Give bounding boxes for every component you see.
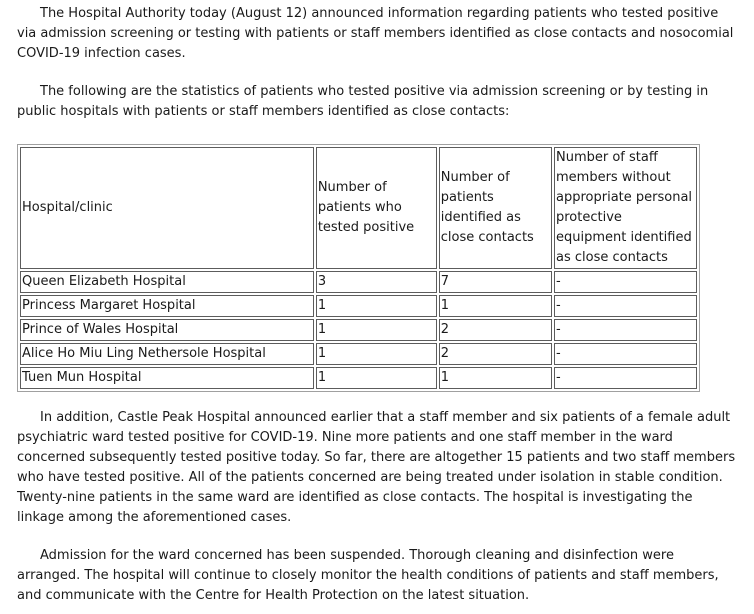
- cell-patient-close-contacts: 2: [439, 319, 552, 341]
- table-row: [20, 319, 697, 341]
- cell-staff-close-contacts: -: [554, 343, 697, 365]
- cell-staff-close-contacts: -: [554, 367, 697, 389]
- cell-patient-close-contacts: 7: [439, 271, 552, 293]
- header-tested-positive: Number of patients who tested positive: [316, 147, 437, 269]
- cell-tested-positive: 1: [316, 343, 437, 365]
- cell-tested-positive: 3: [316, 271, 437, 293]
- header-patient-close-contacts: Number of patients identified as close contacts: [439, 147, 552, 269]
- lead-paragraph: The following are the statistics of patients who tested positive via admission screening or by testing in public hospitals with patients or staff members identified as close contacts:: [17, 84, 709, 119]
- header-hospital-clinic: Hospital/clinic: [20, 147, 314, 269]
- cell-hospital: Queen Elizabeth Hospital: [20, 271, 314, 293]
- cell-tested-positive: 1: [316, 319, 437, 341]
- cell-patient-close-contacts: 2: [439, 343, 552, 365]
- table-header-row: [20, 147, 697, 269]
- statistics-table: [17, 144, 700, 392]
- cell-patient-close-contacts: 1: [439, 367, 552, 389]
- cell-tested-positive: 1: [316, 295, 437, 317]
- cell-staff-close-contacts: -: [554, 271, 697, 293]
- table-row: [20, 295, 697, 317]
- header-staff-close-contacts: Number of staff members without appropriate personal protective equipment identified as close contacts: [554, 147, 697, 269]
- table-row: [20, 367, 697, 389]
- cell-staff-close-contacts: -: [554, 319, 697, 341]
- cell-tested-positive: 1: [316, 367, 437, 389]
- admission-paragraph: Admission for the ward concerned has been suspended. Thorough cleaning and disinfection were arranged. The hospital will continue to closely monitor the health conditions of patients and staff members, and communicate with the Centre for Health Protection on the latest situation.: [17, 548, 719, 603]
- cell-hospital: Tuen Mun Hospital: [20, 367, 314, 389]
- cell-hospital: Princess Margaret Hospital: [20, 295, 314, 317]
- castle-peak-paragraph: In addition, Castle Peak Hospital announced earlier that a staff member and six patients of a female adult psychiatric ward tested positive for COVID-19. Nine more patients and one staff member in the ward concerned subsequently tested positive today. So far, there are altogether 15 patients and two staff members who have tested positive. All of the patients concerned are being treated under isolation in stable condition. Twenty-nine patients in the same ward are identified as close contacts. The hospital is investigating the linkage among the aforementioned cases.: [17, 410, 736, 525]
- cell-hospital: Prince of Wales Hospital: [20, 319, 314, 341]
- cell-staff-close-contacts: -: [554, 295, 697, 317]
- intro-paragraph: The Hospital Authority today (August 12) announced information regarding patients who tested positive via admission screening or testing with patients or staff members identified as close contacts and nosocomial COVID-19 infection cases.: [17, 6, 734, 61]
- table-row: [20, 271, 697, 293]
- cell-patient-close-contacts: 1: [439, 295, 552, 317]
- table-row: [20, 343, 697, 365]
- cell-hospital: Alice Ho Miu Ling Nethersole Hospital: [20, 343, 314, 365]
